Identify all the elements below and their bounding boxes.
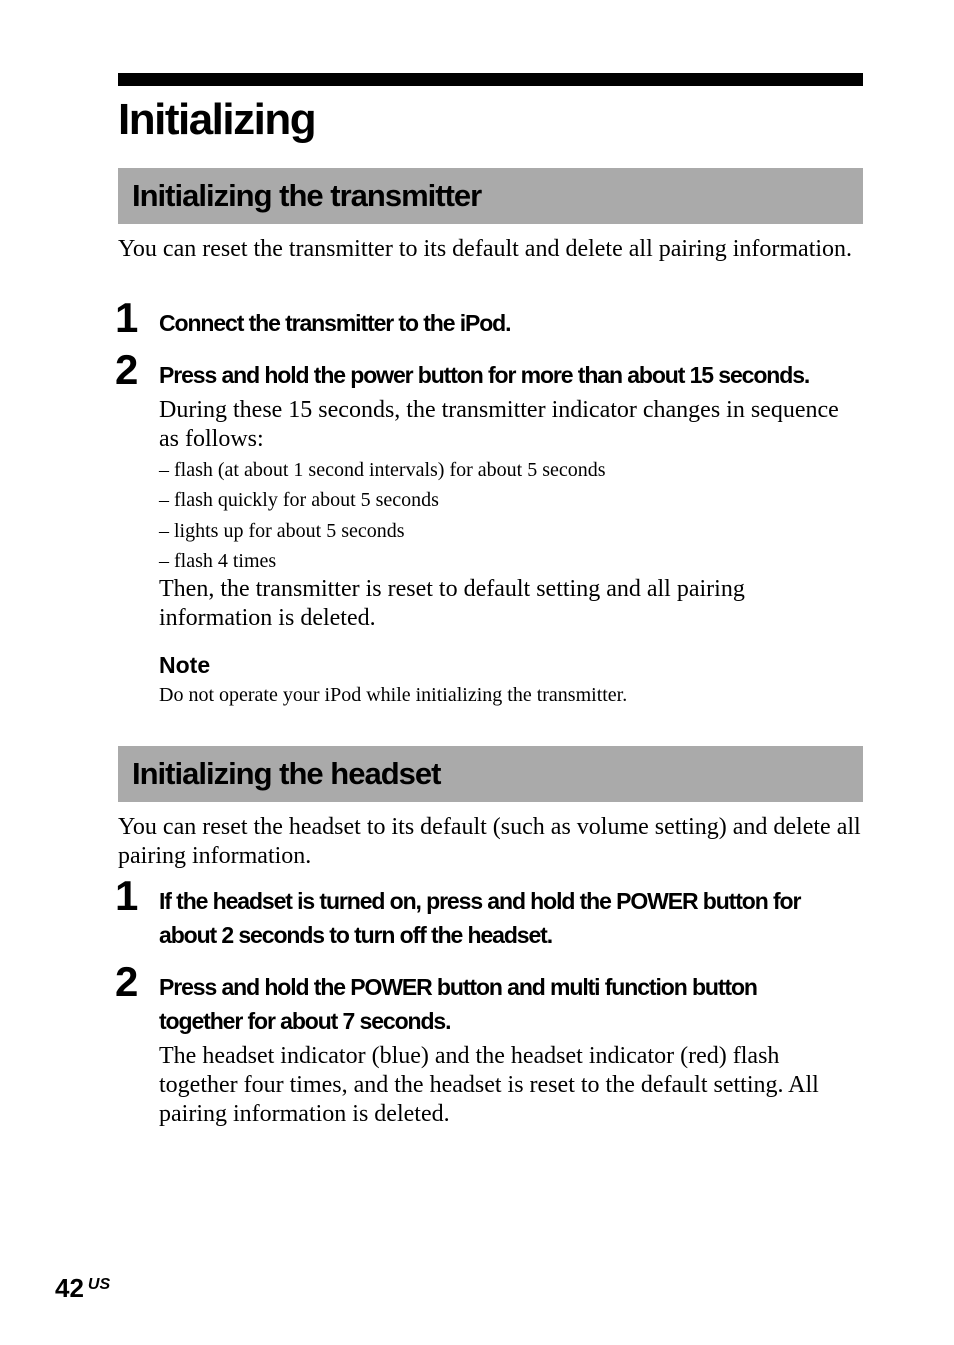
page-number-value: 42 <box>55 1273 84 1303</box>
transmitter-step-2-text: Press and hold the power button for more than about 15 seconds. <box>159 362 810 388</box>
top-rule <box>118 73 863 86</box>
page-title: Initializing <box>118 95 316 144</box>
section-title-headset: Initializing the headset <box>132 756 441 791</box>
headset-step-2-number: 2 <box>115 958 138 1005</box>
section-header-transmitter <box>118 168 863 224</box>
headset-intro: You can reset the headset to its default (such as volume setting) and delete all pairing information. <box>118 814 861 869</box>
transmitter-step-2-detail: During these 15 seconds, the transmitter indicator changes in sequence as follows: <box>159 397 839 452</box>
headset-step-2-line-2: together for about 7 seconds. <box>159 1008 451 1034</box>
headset-step-2-line-1: Press and hold the POWER button and multi function button <box>159 974 757 1000</box>
region-code: US <box>87 1276 111 1293</box>
headset-step-2-detail: The headset indicator (blue) and the headset indicator (red) flash together four times, and the headset is reset to the default setting. All pairing information is deleted. <box>159 1043 819 1127</box>
transmitter-intro: You can reset the transmitter to its default and delete all pairing information. <box>118 236 853 262</box>
headset-step-1-number: 1 <box>115 872 138 919</box>
transmitter-step-2-number: 2 <box>115 346 138 393</box>
sequence-item: – lights up for about 5 seconds <box>159 520 405 542</box>
note-text: Do not operate your iPod while initializing the transmitter. <box>159 684 628 706</box>
page-number <box>55 1268 110 1305</box>
note-label: Note <box>159 652 211 678</box>
sequence-item: – flash 4 times <box>159 550 277 572</box>
transmitter-result: Then, the transmitter is reset to default setting and all pairing information is deleted. <box>159 576 745 631</box>
transmitter-step-1-text: Connect the transmitter to the iPod. <box>159 310 511 336</box>
section-title-transmitter: Initializing the transmitter <box>132 178 482 213</box>
sequence-item: – flash (at about 1 second intervals) for about 5 seconds <box>159 459 606 481</box>
transmitter-step-1-number: 1 <box>115 294 138 341</box>
headset-step-1-line-2: about 2 seconds to turn off the headset. <box>159 922 553 948</box>
section-header-headset <box>118 746 863 802</box>
sequence-item: – flash quickly for about 5 seconds <box>159 489 439 511</box>
headset-step-1-line-1: If the headset is turned on, press and hold the POWER button for <box>159 888 801 914</box>
